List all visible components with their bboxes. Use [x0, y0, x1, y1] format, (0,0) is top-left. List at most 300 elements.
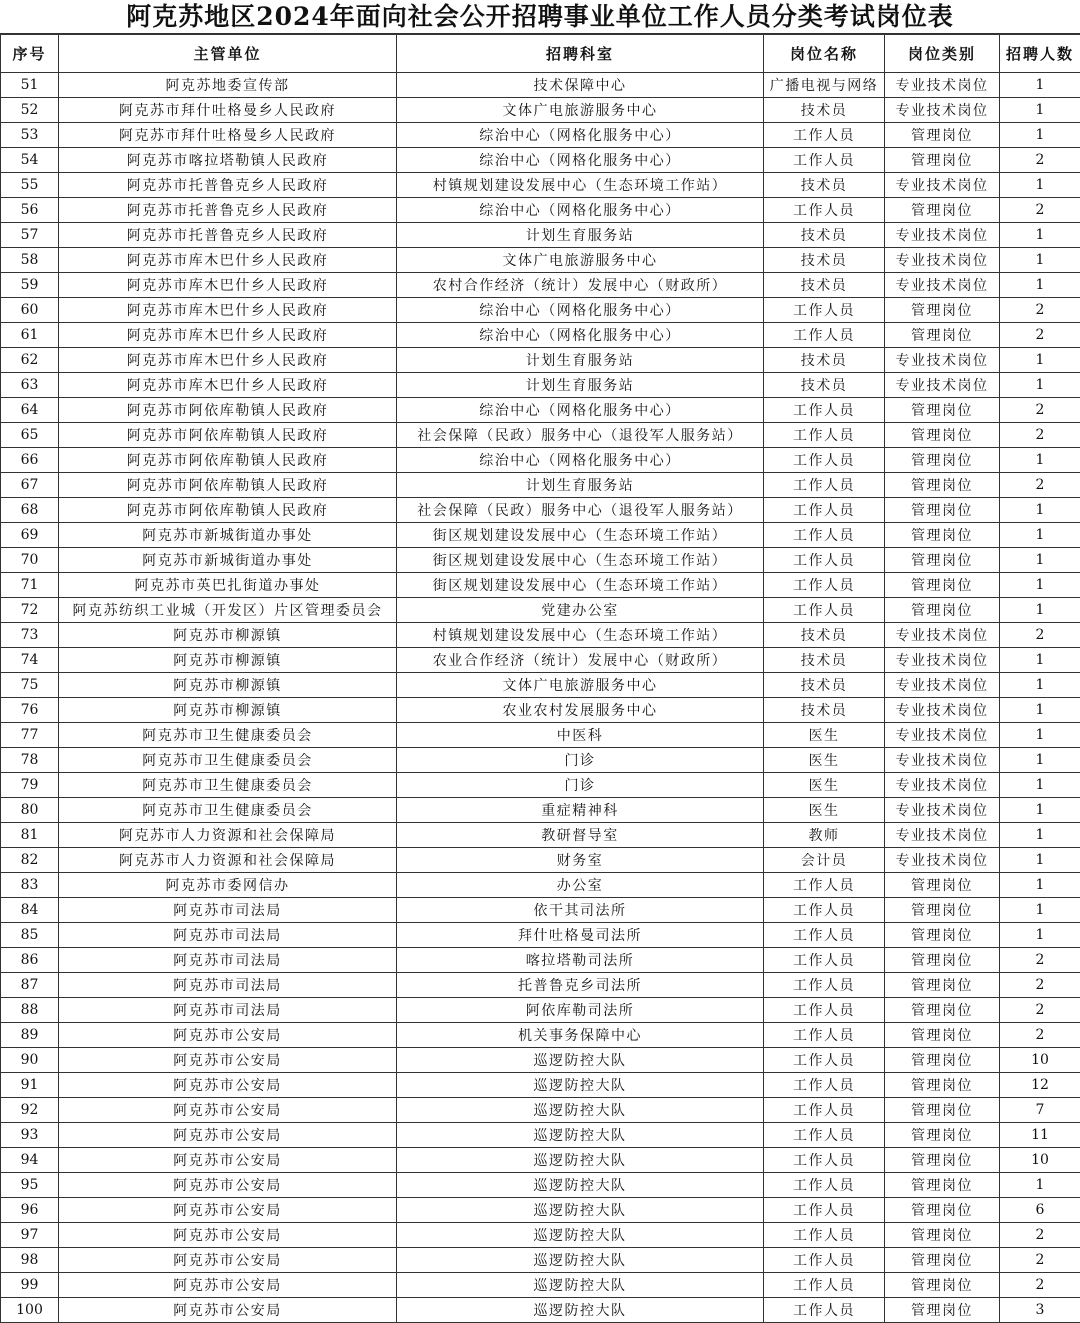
cell-serial: 60: [1, 298, 59, 323]
cell-position-name: 工作人员: [764, 573, 885, 598]
cell-office: 巡逻防控大队: [397, 1223, 764, 1248]
cell-headcount: 2: [1000, 198, 1080, 223]
cell-position-name: 医生: [764, 798, 885, 823]
cell-department: 阿克苏市公安局: [59, 1023, 397, 1048]
cell-department: 阿克苏市公安局: [59, 1098, 397, 1123]
table-row: [1, 448, 1080, 473]
table-row: [1, 1198, 1080, 1223]
table-row: [1, 873, 1080, 898]
cell-position-name: 工作人员: [764, 1173, 885, 1198]
cell-position-type: 专业技术岗位: [885, 373, 1000, 398]
cell-position-type: 管理岗位: [885, 873, 1000, 898]
cell-office: 村镇规划建设发展中心（生态环境工作站）: [397, 623, 764, 648]
cell-serial: 66: [1, 448, 59, 473]
cell-headcount: 2: [1000, 298, 1080, 323]
cell-department: 阿克苏市人力资源和社会保障局: [59, 848, 397, 873]
cell-department: 阿克苏市库木巴什乡人民政府: [59, 273, 397, 298]
cell-office: 文体广电旅游服务中心: [397, 248, 764, 273]
cell-position-type: 管理岗位: [885, 423, 1000, 448]
cell-serial: 65: [1, 423, 59, 448]
cell-department: 阿克苏市公安局: [59, 1248, 397, 1273]
cell-serial: 83: [1, 873, 59, 898]
cell-position-type: 管理岗位: [885, 1223, 1000, 1248]
cell-office: 技术保障中心: [397, 73, 764, 98]
header-position-name: 岗位名称: [764, 35, 885, 73]
cell-position-type: 管理岗位: [885, 1023, 1000, 1048]
cell-headcount: 2: [1000, 398, 1080, 423]
cell-headcount: 1: [1000, 748, 1080, 773]
table-row: [1, 948, 1080, 973]
cell-office: 村镇规划建设发展中心（生态环境工作站）: [397, 173, 764, 198]
cell-position-type: 专业技术岗位: [885, 673, 1000, 698]
cell-serial: 81: [1, 823, 59, 848]
cell-position-type: 专业技术岗位: [885, 723, 1000, 748]
cell-serial: 67: [1, 473, 59, 498]
cell-position-type: 管理岗位: [885, 1173, 1000, 1198]
table-row: [1, 923, 1080, 948]
table-row: [1, 398, 1080, 423]
cell-position-type: 管理岗位: [885, 1148, 1000, 1173]
cell-serial: 61: [1, 323, 59, 348]
cell-department: 阿克苏市公安局: [59, 1048, 397, 1073]
table-row: [1, 498, 1080, 523]
cell-headcount: 2: [1000, 323, 1080, 348]
cell-serial: 64: [1, 398, 59, 423]
cell-department: 阿克苏市公安局: [59, 1223, 397, 1248]
cell-department: 阿克苏市柳源镇: [59, 673, 397, 698]
cell-office: 街区规划建设发展中心（生态环境工作站）: [397, 548, 764, 573]
cell-headcount: 1: [1000, 673, 1080, 698]
cell-position-type: 管理岗位: [885, 398, 1000, 423]
cell-office: 巡逻防控大队: [397, 1123, 764, 1148]
cell-department: 阿克苏市司法局: [59, 998, 397, 1023]
cell-office: 综治中心（网格化服务中心）: [397, 323, 764, 348]
cell-serial: 62: [1, 348, 59, 373]
cell-position-name: 医生: [764, 748, 885, 773]
table-row: [1, 473, 1080, 498]
cell-position-name: 会计员: [764, 848, 885, 873]
cell-position-type: 专业技术岗位: [885, 773, 1000, 798]
positions-table: [0, 34, 1080, 1323]
cell-serial: 94: [1, 1148, 59, 1173]
cell-position-name: 技术员: [764, 273, 885, 298]
cell-position-name: 工作人员: [764, 398, 885, 423]
cell-office: 依干其司法所: [397, 898, 764, 923]
cell-office: 财务室: [397, 848, 764, 873]
cell-headcount: 2: [1000, 948, 1080, 973]
cell-office: 文体广电旅游服务中心: [397, 98, 764, 123]
cell-headcount: 1: [1000, 223, 1080, 248]
cell-position-name: 技术员: [764, 248, 885, 273]
cell-office: 综治中心（网格化服务中心）: [397, 398, 764, 423]
cell-serial: 72: [1, 598, 59, 623]
cell-department: 阿克苏市库木巴什乡人民政府: [59, 298, 397, 323]
cell-department: 阿克苏市卫生健康委员会: [59, 798, 397, 823]
cell-headcount: 6: [1000, 1198, 1080, 1223]
cell-office: 社会保障（民政）服务中心（退役军人服务站）: [397, 423, 764, 448]
cell-position-type: 专业技术岗位: [885, 698, 1000, 723]
cell-position-name: 工作人员: [764, 948, 885, 973]
cell-department: 阿克苏市库木巴什乡人民政府: [59, 348, 397, 373]
cell-office: 教研督导室: [397, 823, 764, 848]
cell-serial: 70: [1, 548, 59, 573]
cell-serial: 88: [1, 998, 59, 1023]
cell-department: 阿克苏市拜什吐格曼乡人民政府: [59, 123, 397, 148]
cell-serial: 86: [1, 948, 59, 973]
cell-position-name: 工作人员: [764, 523, 885, 548]
cell-headcount: 1: [1000, 548, 1080, 573]
cell-position-name: 技术员: [764, 348, 885, 373]
cell-position-name: 技术员: [764, 98, 885, 123]
table-body: [1, 73, 1080, 1323]
cell-headcount: 1: [1000, 823, 1080, 848]
cell-serial: 80: [1, 798, 59, 823]
cell-position-name: 工作人员: [764, 298, 885, 323]
cell-position-type: 专业技术岗位: [885, 223, 1000, 248]
cell-headcount: 1: [1000, 773, 1080, 798]
table-row: [1, 673, 1080, 698]
cell-position-type: 管理岗位: [885, 1298, 1000, 1323]
cell-position-type: 管理岗位: [885, 998, 1000, 1023]
table-row: [1, 298, 1080, 323]
cell-office: 巡逻防控大队: [397, 1273, 764, 1298]
cell-headcount: 2: [1000, 1223, 1080, 1248]
table-row: [1, 1173, 1080, 1198]
table-row: [1, 1123, 1080, 1148]
table-row: [1, 1073, 1080, 1098]
cell-department: 阿克苏纺织工业城（开发区）片区管理委员会: [59, 598, 397, 623]
cell-serial: 98: [1, 1248, 59, 1273]
cell-department: 阿克苏市卫生健康委员会: [59, 748, 397, 773]
cell-department: 阿克苏市卫生健康委员会: [59, 723, 397, 748]
cell-department: 阿克苏市库木巴什乡人民政府: [59, 373, 397, 398]
cell-position-name: 广播电视与网络: [764, 73, 885, 98]
cell-department: 阿克苏市卫生健康委员会: [59, 773, 397, 798]
table-row: [1, 523, 1080, 548]
cell-office: 阿依库勒司法所: [397, 998, 764, 1023]
cell-office: 巡逻防控大队: [397, 1148, 764, 1173]
cell-serial: 69: [1, 523, 59, 548]
cell-position-name: 工作人员: [764, 498, 885, 523]
cell-position-type: 专业技术岗位: [885, 173, 1000, 198]
cell-position-type: 管理岗位: [885, 523, 1000, 548]
cell-office: 农村合作经济（统计）发展中心（财政所）: [397, 273, 764, 298]
cell-position-name: 技术员: [764, 648, 885, 673]
cell-department: 阿克苏市托普鲁克乡人民政府: [59, 223, 397, 248]
cell-position-name: 技术员: [764, 173, 885, 198]
cell-headcount: 1: [1000, 348, 1080, 373]
table-row: [1, 1273, 1080, 1298]
cell-department: 阿克苏市司法局: [59, 973, 397, 998]
cell-serial: 84: [1, 898, 59, 923]
cell-department: 阿克苏市公安局: [59, 1173, 397, 1198]
cell-department: 阿克苏市人力资源和社会保障局: [59, 823, 397, 848]
table-row: [1, 823, 1080, 848]
cell-headcount: 11: [1000, 1123, 1080, 1148]
cell-serial: 68: [1, 498, 59, 523]
table-row: [1, 223, 1080, 248]
cell-serial: 92: [1, 1098, 59, 1123]
cell-position-name: 技术员: [764, 623, 885, 648]
cell-office: 计划生育服务站: [397, 473, 764, 498]
table-row: [1, 1048, 1080, 1073]
cell-headcount: 1: [1000, 248, 1080, 273]
cell-headcount: 2: [1000, 1248, 1080, 1273]
cell-department: 阿克苏市阿依库勒镇人民政府: [59, 423, 397, 448]
header-office: 招聘科室: [397, 35, 764, 73]
cell-position-type: 专业技术岗位: [885, 623, 1000, 648]
cell-position-name: 技术员: [764, 223, 885, 248]
table-row: [1, 648, 1080, 673]
cell-serial: 57: [1, 223, 59, 248]
cell-position-name: 工作人员: [764, 1073, 885, 1098]
cell-headcount: 1: [1000, 598, 1080, 623]
cell-headcount: 7: [1000, 1098, 1080, 1123]
header-serial: 序号: [1, 35, 59, 73]
cell-position-type: 专业技术岗位: [885, 748, 1000, 773]
cell-headcount: 1: [1000, 873, 1080, 898]
cell-serial: 97: [1, 1223, 59, 1248]
table-row: [1, 73, 1080, 98]
cell-position-name: 工作人员: [764, 1248, 885, 1273]
cell-position-type: 管理岗位: [885, 948, 1000, 973]
cell-position-name: 工作人员: [764, 1148, 885, 1173]
cell-serial: 52: [1, 98, 59, 123]
cell-serial: 85: [1, 923, 59, 948]
cell-position-name: 工作人员: [764, 873, 885, 898]
cell-headcount: 12: [1000, 1073, 1080, 1098]
cell-department: 阿克苏市柳源镇: [59, 698, 397, 723]
cell-office: 机关事务保障中心: [397, 1023, 764, 1048]
cell-department: 阿克苏市新城街道办事处: [59, 548, 397, 573]
cell-serial: 76: [1, 698, 59, 723]
cell-department: 阿克苏市公安局: [59, 1073, 397, 1098]
cell-department: 阿克苏市公安局: [59, 1298, 397, 1323]
cell-headcount: 1: [1000, 573, 1080, 598]
cell-headcount: 1: [1000, 498, 1080, 523]
page-title: 阿克苏地区2024年面向社会公开招聘事业单位工作人员分类考试岗位表: [0, 0, 1080, 34]
cell-serial: 63: [1, 373, 59, 398]
cell-headcount: 1: [1000, 648, 1080, 673]
cell-office: 计划生育服务站: [397, 348, 764, 373]
cell-office: 喀拉塔勒司法所: [397, 948, 764, 973]
cell-position-type: 管理岗位: [885, 548, 1000, 573]
cell-position-type: 专业技术岗位: [885, 798, 1000, 823]
cell-position-name: 工作人员: [764, 548, 885, 573]
cell-headcount: 1: [1000, 1173, 1080, 1198]
cell-department: 阿克苏市司法局: [59, 898, 397, 923]
cell-office: 综治中心（网格化服务中心）: [397, 148, 764, 173]
table-row: [1, 1098, 1080, 1123]
table-row: [1, 898, 1080, 923]
table-row: [1, 573, 1080, 598]
cell-serial: 95: [1, 1173, 59, 1198]
cell-office: 巡逻防控大队: [397, 1298, 764, 1323]
cell-office: 农业合作经济（统计）发展中心（财政所）: [397, 648, 764, 673]
cell-office: 重症精神科: [397, 798, 764, 823]
cell-office: 街区规划建设发展中心（生态环境工作站）: [397, 523, 764, 548]
cell-office: 社会保障（民政）服务中心（退役军人服务站）: [397, 498, 764, 523]
cell-office: 巡逻防控大队: [397, 1073, 764, 1098]
cell-department: 阿克苏市拜什吐格曼乡人民政府: [59, 98, 397, 123]
table-row: [1, 998, 1080, 1023]
header-headcount: 招聘人数: [1000, 35, 1080, 73]
cell-office: 巡逻防控大队: [397, 1198, 764, 1223]
cell-position-type: 管理岗位: [885, 898, 1000, 923]
cell-position-name: 工作人员: [764, 1048, 885, 1073]
cell-position-name: 工作人员: [764, 923, 885, 948]
cell-position-name: 工作人员: [764, 148, 885, 173]
cell-department: 阿克苏市英巴扎街道办事处: [59, 573, 397, 598]
cell-position-name: 技术员: [764, 373, 885, 398]
cell-office: 综治中心（网格化服务中心）: [397, 298, 764, 323]
cell-position-name: 工作人员: [764, 1198, 885, 1223]
cell-office: 农业农村发展服务中心: [397, 698, 764, 723]
table-row: [1, 1298, 1080, 1323]
cell-department: 阿克苏市司法局: [59, 948, 397, 973]
cell-position-name: 医生: [764, 723, 885, 748]
cell-position-type: 管理岗位: [885, 973, 1000, 998]
cell-position-name: 工作人员: [764, 423, 885, 448]
cell-headcount: 1: [1000, 698, 1080, 723]
cell-headcount: 2: [1000, 1023, 1080, 1048]
table-row: [1, 723, 1080, 748]
cell-serial: 89: [1, 1023, 59, 1048]
cell-position-name: 工作人员: [764, 898, 885, 923]
cell-department: 阿克苏市阿依库勒镇人民政府: [59, 498, 397, 523]
cell-position-type: 管理岗位: [885, 1198, 1000, 1223]
table-row: [1, 373, 1080, 398]
cell-department: 阿克苏市库木巴什乡人民政府: [59, 323, 397, 348]
cell-serial: 82: [1, 848, 59, 873]
cell-position-name: 医生: [764, 773, 885, 798]
cell-department: 阿克苏地委宣传部: [59, 73, 397, 98]
cell-office: 拜什吐格曼司法所: [397, 923, 764, 948]
cell-position-type: 专业技术岗位: [885, 348, 1000, 373]
cell-position-type: 专业技术岗位: [885, 73, 1000, 98]
cell-position-type: 管理岗位: [885, 198, 1000, 223]
cell-headcount: 1: [1000, 898, 1080, 923]
table-row: [1, 1023, 1080, 1048]
cell-headcount: 1: [1000, 173, 1080, 198]
cell-position-name: 工作人员: [764, 473, 885, 498]
cell-position-name: 工作人员: [764, 1023, 885, 1048]
cell-department: 阿克苏市托普鲁克乡人民政府: [59, 198, 397, 223]
cell-position-type: 管理岗位: [885, 298, 1000, 323]
cell-position-type: 管理岗位: [885, 1123, 1000, 1148]
table-row: [1, 198, 1080, 223]
cell-position-type: 管理岗位: [885, 323, 1000, 348]
cell-headcount: 10: [1000, 1048, 1080, 1073]
cell-headcount: 2: [1000, 998, 1080, 1023]
cell-position-type: 管理岗位: [885, 598, 1000, 623]
cell-headcount: 1: [1000, 923, 1080, 948]
cell-department: 阿克苏市公安局: [59, 1148, 397, 1173]
cell-department: 阿克苏市公安局: [59, 1198, 397, 1223]
cell-headcount: 1: [1000, 448, 1080, 473]
cell-department: 阿克苏市阿依库勒镇人民政府: [59, 448, 397, 473]
cell-position-name: 工作人员: [764, 198, 885, 223]
cell-position-type: 管理岗位: [885, 148, 1000, 173]
cell-position-type: 专业技术岗位: [885, 98, 1000, 123]
cell-office: 综治中心（网格化服务中心）: [397, 448, 764, 473]
cell-serial: 99: [1, 1273, 59, 1298]
cell-position-type: 管理岗位: [885, 1273, 1000, 1298]
cell-office: 巡逻防控大队: [397, 1048, 764, 1073]
cell-position-type: 管理岗位: [885, 1048, 1000, 1073]
cell-position-name: 工作人员: [764, 973, 885, 998]
cell-headcount: 1: [1000, 798, 1080, 823]
cell-office: 巡逻防控大队: [397, 1248, 764, 1273]
cell-position-name: 工作人员: [764, 598, 885, 623]
cell-serial: 77: [1, 723, 59, 748]
cell-position-name: 工作人员: [764, 1298, 885, 1323]
table-row: [1, 848, 1080, 873]
cell-office: 综治中心（网格化服务中心）: [397, 198, 764, 223]
cell-position-name: 工作人员: [764, 1098, 885, 1123]
cell-serial: 93: [1, 1123, 59, 1148]
table-row: [1, 773, 1080, 798]
cell-headcount: 3: [1000, 1298, 1080, 1323]
cell-serial: 73: [1, 623, 59, 648]
table-row: [1, 98, 1080, 123]
cell-position-name: 工作人员: [764, 998, 885, 1023]
cell-position-name: 工作人员: [764, 1223, 885, 1248]
cell-position-type: 专业技术岗位: [885, 823, 1000, 848]
cell-headcount: 10: [1000, 1148, 1080, 1173]
cell-position-type: 专业技术岗位: [885, 848, 1000, 873]
cell-office: 托普鲁克乡司法所: [397, 973, 764, 998]
table-row: [1, 598, 1080, 623]
cell-department: 阿克苏市公安局: [59, 1273, 397, 1298]
cell-position-type: 管理岗位: [885, 573, 1000, 598]
cell-serial: 96: [1, 1198, 59, 1223]
table-row: [1, 623, 1080, 648]
cell-position-type: 专业技术岗位: [885, 248, 1000, 273]
cell-headcount: 2: [1000, 148, 1080, 173]
cell-position-type: 管理岗位: [885, 123, 1000, 148]
cell-office: 计划生育服务站: [397, 223, 764, 248]
cell-department: 阿克苏市喀拉塔勒镇人民政府: [59, 148, 397, 173]
cell-headcount: 2: [1000, 473, 1080, 498]
cell-office: 街区规划建设发展中心（生态环境工作站）: [397, 573, 764, 598]
cell-headcount: 2: [1000, 973, 1080, 998]
table-row: [1, 973, 1080, 998]
cell-department: 阿克苏市委网信办: [59, 873, 397, 898]
table-row: [1, 798, 1080, 823]
cell-office: 党建办公室: [397, 598, 764, 623]
cell-office: 门诊: [397, 748, 764, 773]
cell-serial: 71: [1, 573, 59, 598]
cell-serial: 56: [1, 198, 59, 223]
cell-office: 计划生育服务站: [397, 373, 764, 398]
cell-headcount: 1: [1000, 848, 1080, 873]
table-row: [1, 1223, 1080, 1248]
cell-serial: 87: [1, 973, 59, 998]
cell-serial: 53: [1, 123, 59, 148]
cell-department: 阿克苏市公安局: [59, 1123, 397, 1148]
cell-headcount: 1: [1000, 73, 1080, 98]
cell-department: 阿克苏市新城街道办事处: [59, 523, 397, 548]
cell-position-type: 管理岗位: [885, 498, 1000, 523]
cell-headcount: 1: [1000, 523, 1080, 548]
cell-department: 阿克苏市司法局: [59, 923, 397, 948]
cell-office: 巡逻防控大队: [397, 1098, 764, 1123]
table-row: [1, 348, 1080, 373]
cell-department: 阿克苏市柳源镇: [59, 623, 397, 648]
cell-position-name: 工作人员: [764, 1123, 885, 1148]
cell-serial: 100: [1, 1298, 59, 1323]
